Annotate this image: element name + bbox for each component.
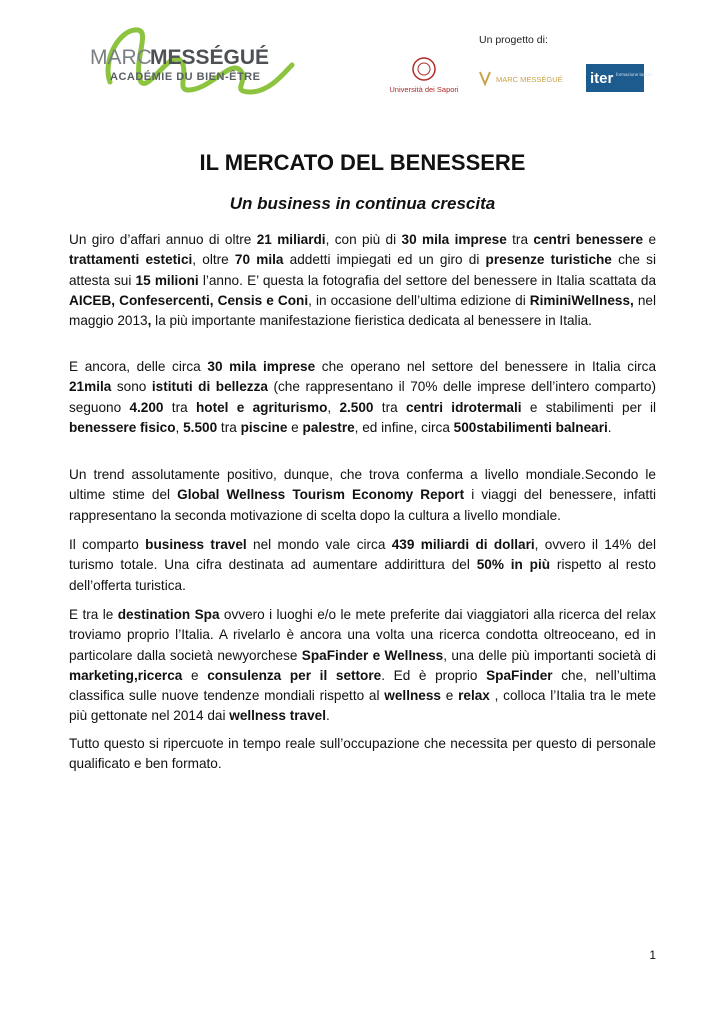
text-run: , ovvero il 14% del turismo totale. Una cifra destinata ad aumentare addirittura del <box>69 537 656 573</box>
text-run: Tutto questo si ripercuote in tempo reale sull’occupazione che necessita per questo di personale qualificato e ben formato. <box>69 736 656 772</box>
page-number: 1 <box>649 948 656 962</box>
text-run: tra <box>163 399 196 415</box>
page-title: IL MERCATO DEL BENESSERE <box>199 150 526 175</box>
bold-text-run: wellness <box>384 688 441 704</box>
text-run: tra <box>506 232 534 247</box>
text-run: tra <box>217 419 241 435</box>
project-label: Un progetto di: <box>479 34 548 46</box>
text-run: Un giro d’affari annuo di oltre <box>69 232 257 247</box>
logo-academie-text: ACADÉMIE DU BIEN-ÊTRE <box>110 71 261 83</box>
bold-text-run: presenze turistiche <box>485 252 612 268</box>
bold-text-run: , <box>147 313 152 329</box>
text-run: (che rappresentano il 70% delle imprese dell’intero comparto) seguono <box>69 379 656 415</box>
bold-text-run: istituti di bellezza <box>151 379 268 395</box>
bold-text-run: 50% in più <box>476 557 551 573</box>
bold-text-run: consulenza per il settore <box>207 667 382 683</box>
unisa-text: Università dei Sapori <box>389 85 459 94</box>
bold-text-run: 21 miliardi <box>256 232 326 247</box>
text-run: , <box>175 419 184 435</box>
logo-messegue-text: MESSÉGUÉ <box>150 46 270 69</box>
text-run: e <box>182 667 208 683</box>
paragraph <box>69 357 656 438</box>
text-run: , colloca l’Italia tra le mete più gettonate nel 2014 dai <box>69 688 657 724</box>
bold-text-run: relax <box>458 688 490 704</box>
logo-marc-text: MARC <box>90 46 152 69</box>
paragraph <box>69 230 656 331</box>
marc-messegue-logo <box>80 20 300 98</box>
marc-messegue-small-logo <box>478 70 563 86</box>
text-run: ovvero i luoghi e/o le mete preferite dai viaggiatori alla ricerca del relax troviamo proprio l’Italia. A rivelarlo è ancora una volta una ricerca condotta oltreoceano, ed in particolare dalla società newyorchese <box>69 607 656 663</box>
paragraph <box>69 465 656 526</box>
bold-text-run: 2.500 <box>339 399 374 415</box>
bold-text-run: 5.500 <box>183 419 218 435</box>
bold-text-run: RiminiWellness, <box>529 292 634 308</box>
text-run: e <box>440 688 459 704</box>
text-run: tra <box>373 399 406 415</box>
text-run: i viaggi del benessere, infatti rappresentano la seconda motivazione di scelta dopo la cultura a livello mondiale. <box>69 487 656 523</box>
text-run: , con più di <box>325 232 402 247</box>
text-run: . <box>607 419 612 435</box>
iter-text: iter <box>590 70 614 87</box>
bold-text-run: 21mila <box>69 379 112 395</box>
bold-text-run: 70 mila <box>234 252 284 268</box>
bold-text-run: destination Spa <box>117 607 220 622</box>
text-run: . <box>325 708 330 724</box>
bold-text-run: 439 miliardi di dollari <box>391 537 535 552</box>
text-run: che operano nel settore del benessere in Italia circa <box>315 359 657 374</box>
mm-small-text: MARC MESSÉGUÉ <box>496 75 563 84</box>
text-run: , una delle più importanti società di <box>443 647 656 663</box>
bold-text-run: piscine <box>240 419 288 435</box>
iter-sub-text: formazione lavoro <box>616 72 652 77</box>
bold-text-run: SpaFinder <box>486 667 553 683</box>
paragraph <box>69 734 656 775</box>
bold-text-run: 4.200 <box>129 399 164 415</box>
bold-text-run: wellness travel <box>229 708 326 724</box>
text-run: E ancora, delle circa <box>69 359 208 374</box>
bold-text-run: hotel e agriturismo <box>195 399 328 415</box>
text-run: Il comparto <box>69 537 146 552</box>
text-run: la più importante manifestazione fieristica dedicata al benessere in Italia. <box>151 313 592 329</box>
bold-text-run: AICEB, Confesercenti, Censis e Coni <box>69 292 309 308</box>
text-run: , <box>327 399 340 415</box>
bold-text-run: 500stabilimenti balneari <box>453 419 608 435</box>
iter-logo <box>586 64 652 92</box>
bold-text-run: 30 mila imprese <box>401 232 507 247</box>
text-run: , in occasione dell’ultima edizione di <box>308 292 530 308</box>
bold-text-run: benessere fisico <box>69 419 176 435</box>
text-run: Un trend assolutamente positivo, dunque, che trova conferma a livello mondiale.Secondo le ultime stime del <box>69 467 656 503</box>
text-run: che, nell’ultima classifica sulle nuove tendenze mondiali rispetto al <box>69 667 656 704</box>
text-run: addetti impiegati ed un giro di <box>283 252 486 268</box>
universita-dei-sapori-logo <box>388 56 460 96</box>
bold-text-run: centri idrotermali <box>405 399 522 415</box>
text-run: rispetto al resto dell’offerta turistica. <box>69 557 656 593</box>
text-run: e <box>287 419 303 435</box>
text-run: nel mondo vale circa <box>246 537 392 552</box>
bold-text-run: 30 mila imprese <box>207 359 316 374</box>
bold-text-run: business travel <box>145 537 247 552</box>
paragraph <box>69 605 656 727</box>
text-run: . Ed è proprio <box>381 667 487 683</box>
bold-text-run: Global Wellness Tourism Economy Report <box>177 487 465 503</box>
bold-text-run: marketing,ricerca <box>69 667 183 683</box>
bold-text-run: palestre <box>302 419 355 435</box>
bold-text-run: trattamenti estetici <box>69 252 193 268</box>
text-run: , ed infine, circa <box>354 419 454 435</box>
paragraph <box>69 535 656 596</box>
bold-text-run: centri benessere <box>533 232 644 247</box>
bold-text-run: 15 milioni <box>135 272 199 288</box>
text-run: che si attesta sui <box>69 252 657 288</box>
text-run: nel maggio 2013 <box>69 292 656 329</box>
text-run: sono <box>111 379 152 395</box>
text-run: l’anno. E’ questa la fotografia del settore del benessere in Italia scattata da <box>198 272 656 288</box>
bold-text-run: SpaFinder e Wellness <box>301 647 444 663</box>
text-run: e stabilimenti per il <box>521 399 656 415</box>
text-run: , oltre <box>192 252 235 268</box>
page-subtitle: Un business in continua crescita <box>229 194 496 213</box>
text-run: e <box>643 232 657 247</box>
text-run: E tra le <box>69 607 118 622</box>
